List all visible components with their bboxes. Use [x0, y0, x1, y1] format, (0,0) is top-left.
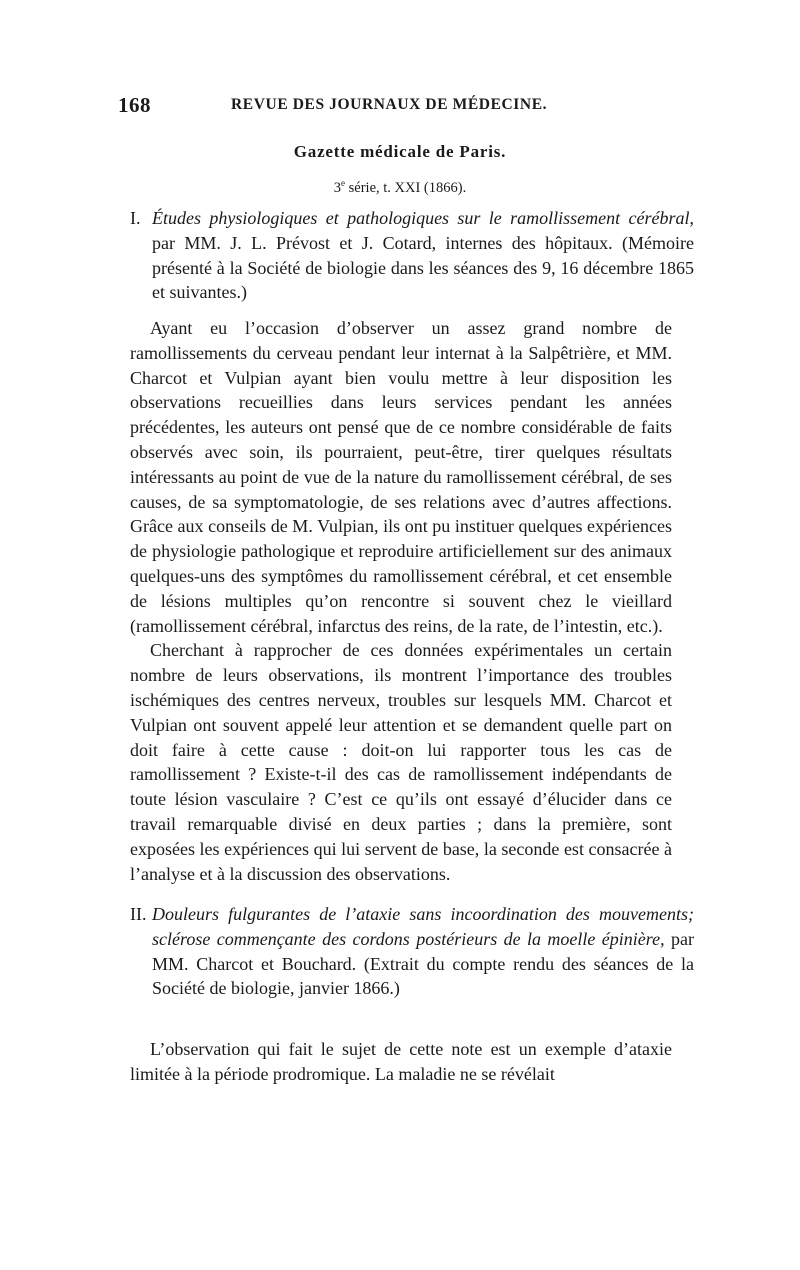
entry-numeral: II.	[130, 904, 147, 924]
entry-authors: , par MM. Charcot et Bouchard. (Extrait du compte rendu des séances de la Société de biologie, janvier 1866.)	[152, 928, 694, 999]
series-superscript: e	[341, 178, 346, 188]
entry-title: Douleurs fulgurantes de l’ataxie sans incoordination des mouvements; sclérose commençante des cordons postérieurs de la moelle épinière	[152, 904, 694, 949]
series-line	[0, 178, 800, 197]
entry-numeral: I.	[130, 208, 141, 228]
entry-two-body	[130, 1037, 672, 1087]
page-header	[118, 93, 678, 119]
running-title: REVUE DES JOURNAUX DE MÉDECINE.	[231, 96, 548, 113]
entry-authors: , par MM. J. L. Prévost et J. Cotard, internes des hôpitaux. (Mémoire présenté à la Société de biologie dans les séances des 9, 16 décembre 1865 et suivantes.)	[152, 208, 694, 303]
page-number: 168	[118, 93, 151, 117]
entry-one	[130, 206, 694, 305]
series-details: série, t. XXI (1866).	[345, 179, 467, 196]
entry-one-body	[130, 316, 672, 886]
journal-name: Gazette médicale de Paris.	[293, 142, 507, 161]
entry-two	[130, 902, 694, 1001]
paragraph: L’observation qui fait le sujet de cette note est un exemple d’ataxie limitée à la période prodromique. La maladie ne se révélait	[130, 1039, 672, 1084]
series-number: 3	[333, 179, 342, 196]
entry-title: Études physiologiques et pathologiques sur le ramollissement cérébral	[152, 208, 690, 228]
paragraph: Ayant eu l’occasion d’observer un assez grand nombre de ramollissements du cerveau pendant leur internat à la Salpêtrière, et MM. Charcot et Vulpian ayant bien voulu mettre à leur disposition les observations recueillies dans leurs services pendant les années précédentes, les auteurs ont pensé que de ce nombre considérable de faits observés avec soin, ils pourraient, peut-être, tirer quelques résultats intéressants au point de vue de la nature du ramollissement cérébral, de ses causes, de sa symptomatologie, de ses relations avec d’autres affections. Grâce aux conseils de M. Vulpian, ils ont pu instituer quelques expériences de physiologie pathologique et reproduire artificiellement sur des animaux quelques-uns des symptômes du ramollissement cérébral, et cet ensemble de lésions multiples qu’on rencontre si souvent chez le vieillard (ramollissement cérébral, infarctus des reins, de la rate, de l’intestin, etc.).	[130, 318, 672, 636]
paragraph: Cherchant à rapprocher de ces données expérimentales un certain nombre de leurs observations, ils montrent l’importance des troubles ischémiques des centres nerveux, troubles sur lesquels MM. Charcot et Vulpian ont souvent appelé leur attention et se demandent quelle part on doit faire à cette cause : doit-on lui rapporter tous les cas de ramollissement ? Existe-t-il des cas de ramollissement indépendants de toute lésion vasculaire ? C’est ce qu’ils ont essayé d’élucider dans ce travail remarquable divisé en deux parties ; dans la première, sont exposées les expériences qui lui servent de base, la seconde est consacrée à l’analyse et à la discussion des observations.	[130, 640, 672, 884]
